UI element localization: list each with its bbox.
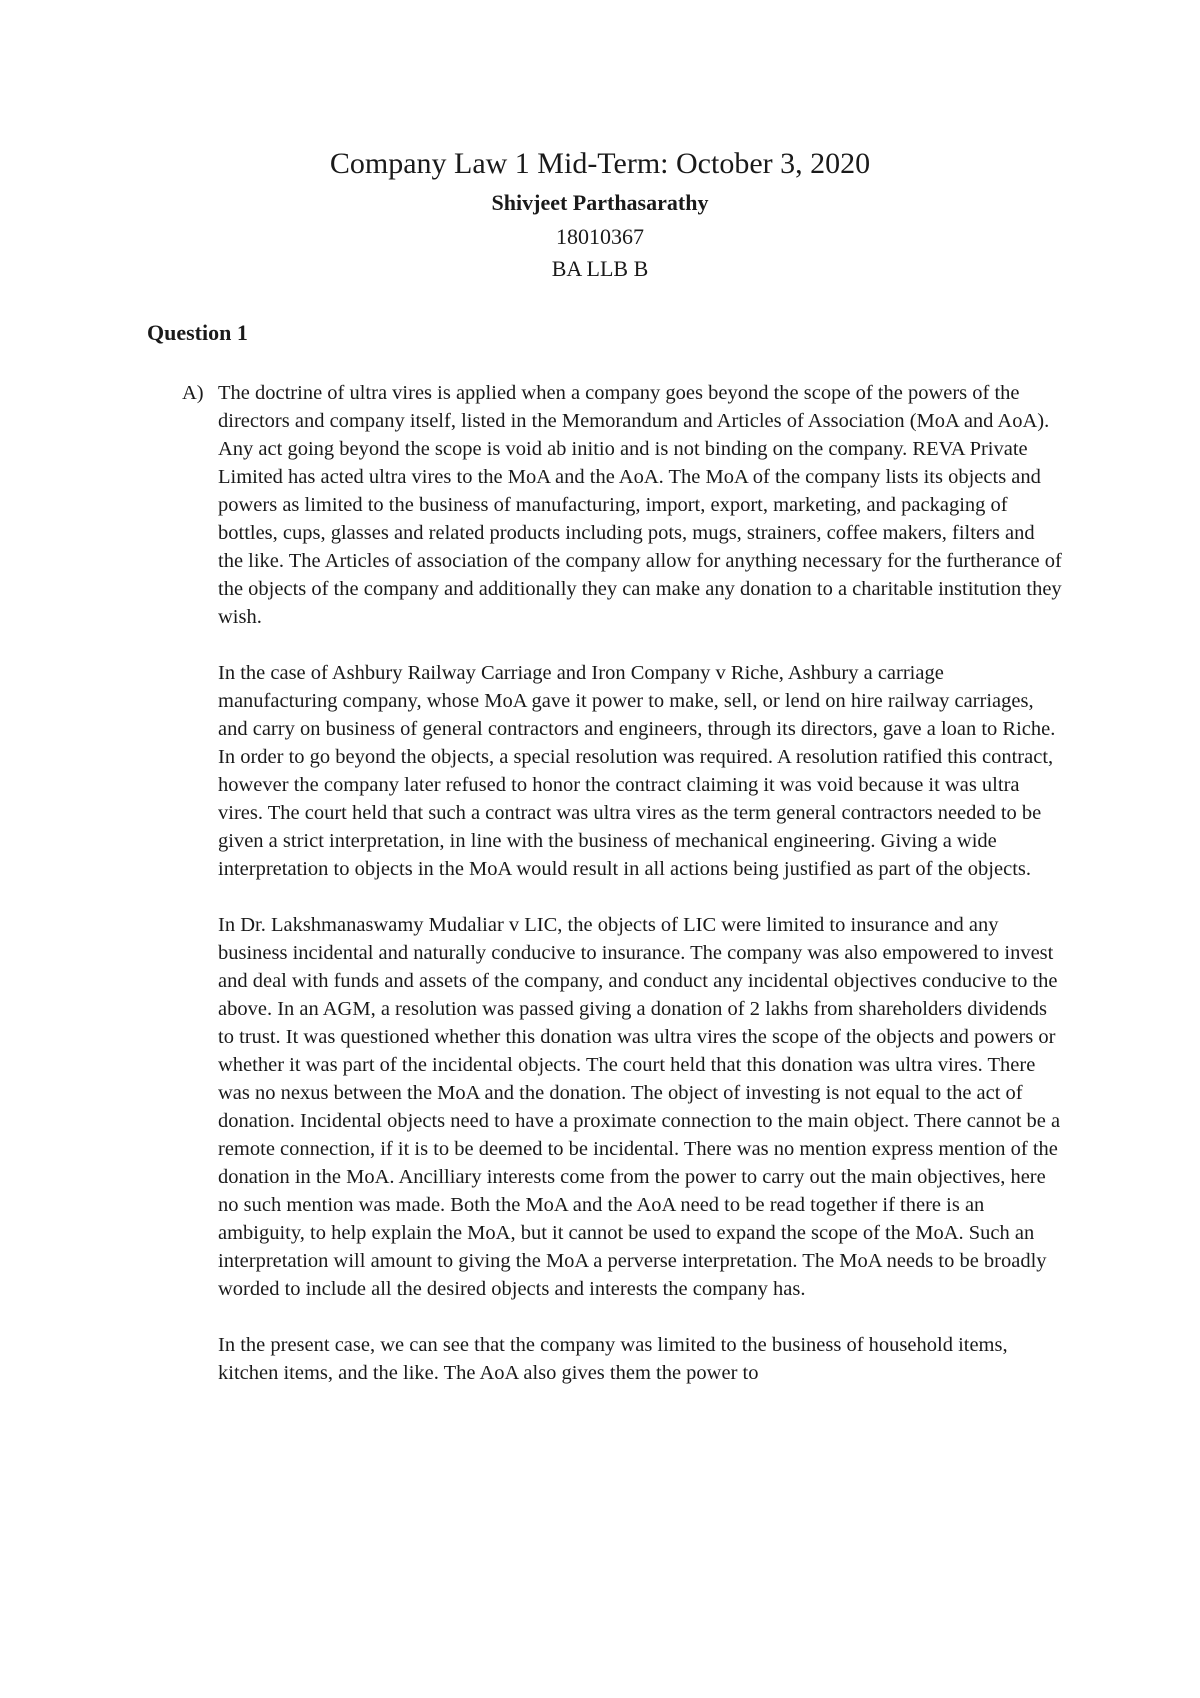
question-heading: Question 1 <box>147 320 248 345</box>
answer-paragraph: The doctrine of ultra vires is applied when a company goes beyond the scope of the powers of the directors and company itself, listed in the Memorandum and Articles of Association (MoA and AoA). Any act going beyond the scope is void ab initio and is not binding on the company. REVA Private Limited has acted ultra vires to the MoA and the AoA. The MoA of the company lists its objects and powers as limited to the business of manufacturing, import, export, marketing, and packaging of bottles, cups, glasses and related products including pots, mugs, strainers, coffee makers, filters and the like. The Articles of association of the company allow for anything necessary for the furtherance of the objects of the company and additionally they can make any donation to a charitable institution they wish. <box>218 382 1062 628</box>
answer-paragraph: In the case of Ashbury Railway Carriage and Iron Company v Riche, Ashbury a carriage manufacturing company, whose MoA gave it power to make, sell, or lend on hire railway carriages, and carry on business of general contractors and engineers, through its directors, gave a loan to Riche. In order to go beyond the objects, a special resolution was required. A resolution ratified this contract, however the company later refused to honor the contract claiming it was void because it was ultra vires. The court held that such a contract was ultra vires as the term general contractors needed to be given a strict interpretation, in line with the business of mechanical engineering. Giving a wide interpretation to objects in the MoA would result in all actions being justified as part of the objects. <box>218 662 1056 880</box>
answer-paragraph: In Dr. Lakshmanaswamy Mudaliar v LIC, the objects of LIC were limited to insurance and any business incidental and naturally conducive to insurance. The company was also empowered to invest and deal with funds and assets of the company, and conduct any incidental objectives conducive to the above. In an AGM, a resolution was passed giving a donation of 2 lakhs from shareholders dividends to trust. It was questioned whether this donation was ultra vires the scope of the objects and powers or whether it was part of the incidental objects. The court held that this donation was ultra vires. There was no nexus between the MoA and the donation. The object of investing is not equal to the act of donation. Incidental objects need to have a proximate connection to the main object. There cannot be a remote connection, if it is to be deemed to be incidental. There was no mention express mention of the donation in the MoA. Ancilliary interests come from the power to carry out the main objectives, here no such mention was made. Both the MoA and the AoA need to be read together if there is an ambiguity, to help explain the MoA, but it cannot be used to expand the scope of the MoA. Such an interpretation will amount to giving the MoA a perverse interpretation. The MoA needs to be broadly worded to include all the desired objects and interests the company has. <box>218 914 1061 1300</box>
author-name: Shivjeet Parthasarathy <box>491 190 709 215</box>
roll-number: 18010367 <box>556 224 644 249</box>
answer-paragraph: In the present case, we can see that the company was limited to the business of household items, kitchen items, and the like. The AoA also gives them the power to <box>218 1334 1008 1384</box>
document-title: Company Law 1 Mid-Term: October 3, 2020 <box>329 147 871 180</box>
answer-section <box>182 379 1062 1387</box>
course-name: BA LLB B <box>551 256 649 281</box>
answer-marker: A) <box>182 382 204 404</box>
